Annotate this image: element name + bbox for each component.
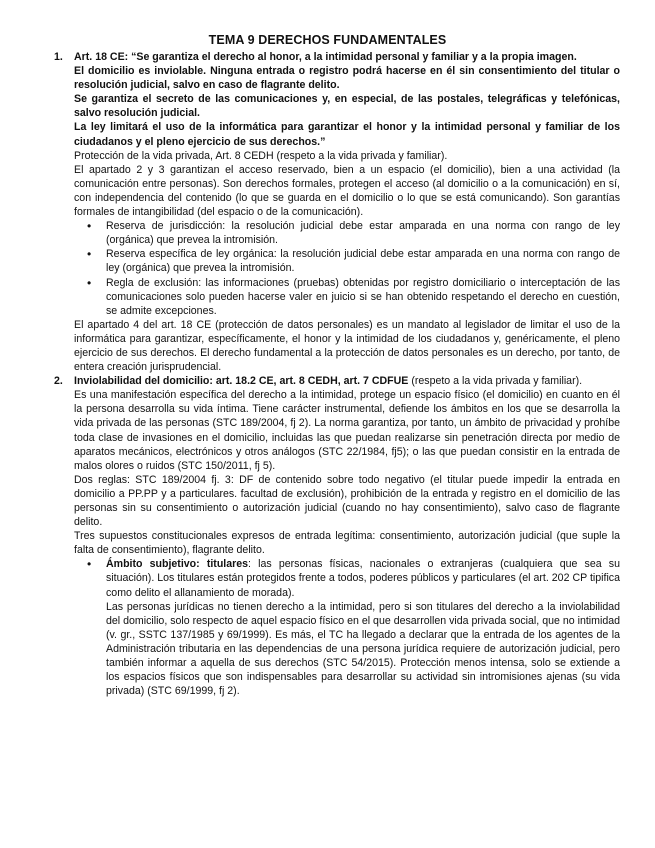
bullet-head: Ámbito subjetivo: titulares	[106, 558, 249, 571]
paragraph: Es una manifestación específica del derecho a la intimidad, protege un espacio físico (el domicilio) en cuanto en él la persona desarrolla su vida íntima. Tiene carácter instrumental, defiende los ámbitos en los que se desarrolla la vida privada de las personas (STC 189/2004, fj 2). La norma garantiza, por tanto, un ámbito de privacidad y prohíbe toda clase de invasiones en el domicilio, incluidas las que puedan realizarse sin penetración directa por medio de aparatos mecánicos, electrónicos y otros análogos (STC 22/1984, fj5); o las que puedan consistir en la entrada de malos olores o ruidos (STC 150/2011, fj 5).	[74, 389, 620, 472]
bullet-text	[106, 557, 620, 599]
heading-bold: Inviolabilidad del domicilio: art. 18.2 CE, art. 8 CEDH, art. 7 CDFUE	[74, 375, 409, 388]
bullet-list	[74, 557, 620, 698]
quote-line: Art. 18 CE: “Se garantiza el derecho al honor, a la intimidad personal y familiar y a la propia imagen.	[74, 51, 577, 63]
bullet-rest: : las personas físicas, nacionales o extranjeras (cualquiera que sea su situación). Los titulares están protegidos frente a todos, poderes públicos y particulares (el art. 202 CP tipifica como delito el allanamiento de morada).	[106, 558, 620, 599]
bullet-list	[74, 219, 620, 318]
paragraph: Protección de la vida privada, Art. 8 CEDH (respeto a la vida privada y familiar).	[74, 149, 448, 162]
list-item: • Regla de exclusión: las informaciones (pruebas) obtenidas por registro domiciliario o interceptación de las comunicaciones solo pueden hacerse valer en juicio si se han obtenido respetando el derecho en cuestión, se admite excepciones.	[74, 276, 620, 318]
quote-line: El domicilio es inviolable. Ninguna entrada o registro podrá hacerse en él sin consentimiento del titular o resolución judicial, salvo en caso de flagrante delito.	[74, 65, 620, 92]
document-title: TEMA 9 DERECHOS FUNDAMENTALES	[208, 33, 447, 47]
list-item: • Reserva de jurisdicción: la resolución judicial debe estar amparada en una norma con rango de ley (orgánica) que prevea la intromisión.	[74, 219, 620, 247]
paragraph: El apartado 2 y 3 garantizan el acceso reservado, bien a un espacio (el domicilio), bien a una actividad (la comunicación entre personas). Son derechos formales, protegen el acceso (al domicilio o a la comunicación) en sí, con independencia del contenido (lo que se guarda en el domicilio o lo que se está comunicando). Son garantías formales de intangibilidad (del espacio o de la comunicación).	[74, 163, 620, 219]
paragraph: Dos reglas: STC 189/2004 fj. 3: DF de contenido sobre todo negativo (el titular puede impedir la entrada en domicilio a PP.PP y a particulares. facultad de exclusión), prohibición de la entrada y registro en el domicilio de las personas sin su consentimiento o autorización judicial (cuando no hay consentimiento), salvo caso de flagrante delito.	[74, 473, 620, 529]
document-body	[54, 50, 620, 698]
section-heading	[74, 374, 620, 388]
list-item: • Reserva específica de ley orgánica: la resolución judicial debe estar amparada en una norma con rango de ley (orgánica) que prevea la intromisión.	[74, 247, 620, 275]
section-number: 2.	[54, 375, 63, 388]
list-item	[74, 557, 620, 698]
quote-line: La ley limitará el uso de la informática para garantizar el honor y la intimidad personal y familiar de los ciudadanos y el pleno ejercicio de sus derechos.”	[74, 121, 620, 148]
heading-rest: (respeto a la vida privada y familiar).	[408, 375, 583, 388]
paragraph: Tres supuestos constitucionales expresos de entrada legítima: consentimiento, autorización judicial (que suple la falta de consentimiento), flagrante delito.	[74, 530, 620, 557]
section-1	[54, 50, 620, 374]
section-number: 1.	[54, 51, 63, 63]
bullet-paragraph: Las personas jurídicas no tienen derecho a la intimidad, pero si son titulares del derecho a la inviolabilidad del domicilio, solo respecto de aquel espacio físico en el que desarrollen vida privada social, que no intimidad (v. gr., SSTC 137/1985 y 69/1999). Es más, el TC ha llegado a declarar que la entrada de los agentes de la Administración tributaria en las dependencias de una persona jurídica requiere de autorización judicial, pero también informar a aquella de sus derechos (STC 54/2015). Protección menos intensa, solo se extiende a los espacios físicos que son indispensables para desarrollar su actividad sin intromisiones ajenas (su vida privada) (STC 69/1999, fj 2).	[106, 600, 620, 698]
paragraph: El apartado 4 del art. 18 CE (protección de datos personales) es un mandato al legislador de limitar el uso de la informática para garantizar, específicamente, el honor y la intimidad de los ciudadanos y, genéricamente, el pleno ejercicio de sus derechos. El derecho fundamental a la protección de datos personales es un derecho, por tanto, de entera creación jurisprudencial.	[74, 318, 620, 374]
quote-line: Se garantiza el secreto de las comunicaciones y, en especial, de las postales, telegráficas y telefónicas, salvo resolución judicial.	[74, 93, 620, 120]
section-2	[54, 374, 620, 698]
